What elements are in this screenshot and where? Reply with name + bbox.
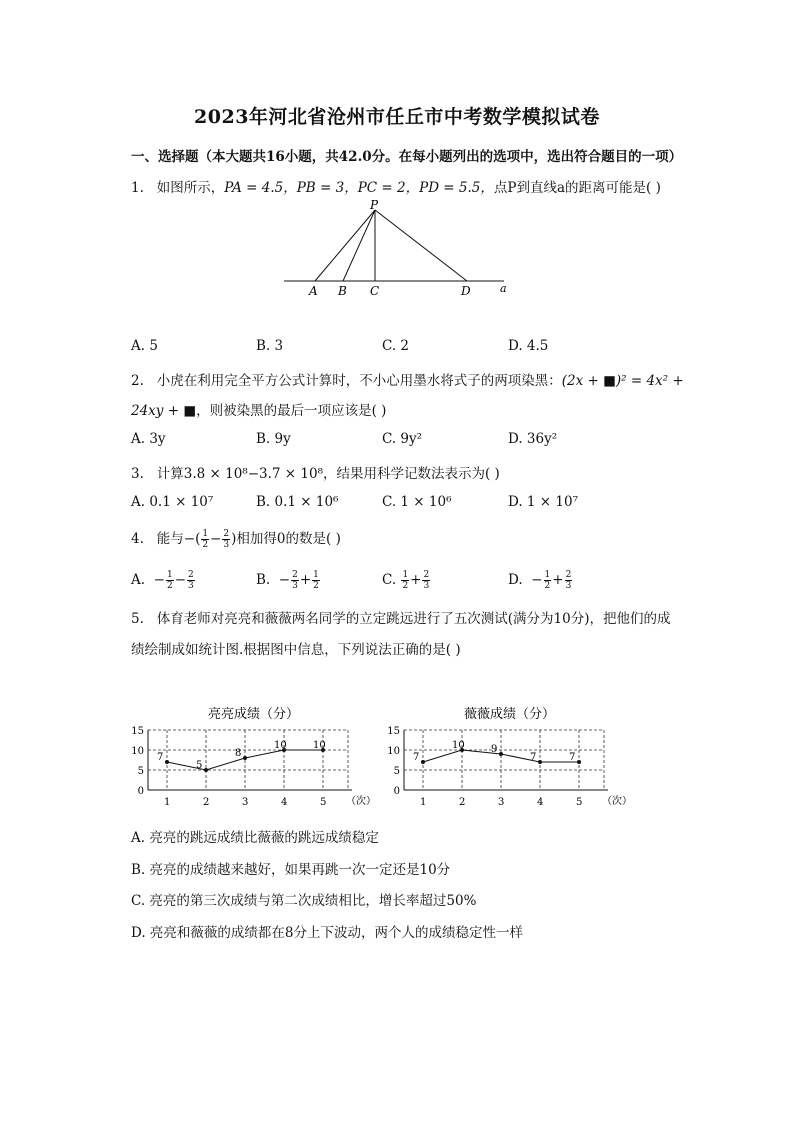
x-tick-label: 2	[459, 797, 466, 808]
q4-option-a: A. − $\frac{1}{2}$ − $\frac{2}{3}$	[131, 570, 194, 591]
q2-line2-equation: 24xy + ■	[131, 403, 197, 419]
q1-text-a: 如图所示，	[156, 180, 225, 196]
label-A: A	[309, 284, 318, 298]
label-D: D	[461, 284, 471, 298]
q4-text-a: 能与	[156, 531, 184, 547]
fraction: $\frac{1}{2}$	[202, 529, 209, 550]
q1-text-b: 点P到直线a的距离可能是( )	[493, 180, 661, 196]
q5-option-a: A. 亮亮的跳远成绩比薇薇的跳远成绩稳定	[131, 830, 379, 846]
data-point	[577, 760, 581, 764]
x-tick-label: 1	[420, 797, 427, 808]
q4-text-b: 相加得0的数是( )	[236, 531, 341, 547]
x-tick-label: 4	[281, 797, 288, 808]
y-tick-label: 10	[387, 746, 400, 757]
q2-option-a: A. 3y	[131, 431, 166, 447]
data-label: 10	[274, 740, 287, 751]
y-tick-label: 10	[131, 746, 144, 757]
data-point	[204, 768, 208, 772]
y-tick-label: 0	[393, 786, 400, 797]
q5-option-d: D. 亮亮和薇薇的成绩都在8分上下波动，两个人的成绩稳定性一样	[131, 925, 524, 941]
q3-number: 3.	[131, 466, 144, 482]
x-tick-label: 3	[242, 797, 249, 808]
x-axis-label: （次）	[346, 796, 376, 807]
section-heading: 一、选择题（本大题共16小题，共42.0分。在每小题列出的选项中，选出符合题目的一项）	[131, 149, 683, 165]
data-label: 8	[235, 748, 242, 759]
q2-option-c: C. 9y²	[382, 431, 423, 447]
x-tick-label: 3	[498, 797, 505, 808]
q4-number: 4.	[131, 531, 144, 547]
question-1	[131, 176, 661, 196]
label-B: B	[338, 284, 347, 298]
page-title: 2023年河北省沧州市任丘市中考数学模拟试卷	[194, 106, 600, 128]
q5-line2: 绩绘制成如统计图.根据图中信息，下列说法正确的是( )	[131, 642, 461, 658]
q5-number: 5.	[131, 611, 144, 627]
x-tick-label: 1	[164, 797, 171, 808]
q1-option-c: C. 2	[382, 338, 410, 354]
data-label: 10	[313, 740, 326, 751]
y-tick-label: 15	[387, 726, 400, 737]
fraction: $\frac{2}{3}$	[223, 529, 230, 550]
data-label: 5	[196, 760, 203, 771]
q2-option-b: B. 9y	[256, 431, 291, 447]
question-3	[131, 462, 500, 482]
data-label: 7	[413, 752, 420, 763]
y-tick-label: 5	[393, 766, 400, 777]
q1-figure	[280, 196, 520, 302]
x-tick-label: 5	[576, 797, 583, 808]
data-point	[243, 756, 247, 760]
data-label: 7	[530, 752, 537, 763]
question-4: 4. 能与−( $\frac{1}{2}$ − $\frac{2}{3}$ )相加得0的数是( )	[131, 529, 341, 550]
data-point	[499, 752, 503, 756]
q1-number: 1.	[131, 180, 144, 196]
q5-option-c: C. 亮亮的第三次成绩与第二次成绩相比，增长率超过50%	[131, 893, 477, 909]
chart-liangliang	[128, 700, 378, 812]
q4-option-c: C. $\frac{1}{2}$ + $\frac{2}{3}$	[382, 570, 430, 591]
data-point	[538, 760, 542, 764]
data-label: 7	[569, 752, 576, 763]
q4-option-b: B. − $\frac{2}{3}$ + $\frac{1}{2}$	[256, 570, 319, 591]
q1-equation: PA = 4.5，PB = 3，PC = 2，PD = 5.5，	[224, 180, 494, 196]
q3-option-b: B. 0.1 × 10⁶	[256, 494, 339, 510]
data-point	[421, 760, 425, 764]
q1-option-a: A. 5	[131, 338, 158, 354]
question-2	[131, 369, 684, 389]
q1-option-d: D. 4.5	[508, 338, 549, 354]
q2-line1: 小虎在利用完全平方公式计算时，不小心用墨水将式子的两项染黑：	[156, 373, 562, 389]
y-tick-label: 0	[137, 786, 144, 797]
q1-option-b: B. 3	[256, 338, 284, 354]
q3-option-c: C. 1 × 10⁶	[382, 494, 452, 510]
label-C: C	[370, 284, 380, 298]
chart-title: 薇薇成绩（分）	[464, 707, 556, 722]
y-tick-label: 15	[131, 726, 144, 737]
x-tick-label: 2	[203, 797, 210, 808]
q3-option-d: D. 1 × 10⁷	[508, 494, 578, 510]
question-5	[131, 607, 670, 627]
chart-weiwei	[384, 700, 634, 812]
q2-option-d: D. 36y²	[508, 431, 558, 447]
data-point	[165, 760, 169, 764]
data-label: 9	[491, 744, 498, 755]
data-label: 10	[452, 740, 465, 751]
question-2-line2	[131, 399, 386, 419]
x-axis-label: （次）	[602, 796, 632, 807]
x-tick-label: 5	[320, 797, 327, 808]
chart-title: 亮亮成绩（分）	[208, 707, 300, 722]
label-line-a: a	[500, 282, 507, 295]
q2-equation: (2x + ■)² = 4x² +	[561, 373, 684, 389]
q3-option-a: A. 0.1 × 10⁷	[131, 494, 214, 510]
q2-number: 2.	[131, 373, 144, 389]
q5-line1: 体育老师对亮亮和薇薇两名同学的立定跳远进行了五次测试(满分为10分)，把他们的成	[156, 611, 671, 627]
x-tick-label: 4	[537, 797, 544, 808]
label-P: P	[370, 198, 379, 212]
q4-option-d: D. − $\frac{1}{2}$ + $\frac{2}{3}$	[508, 570, 572, 591]
q2-line2-text: ，则被染黑的最后一项应该是( )	[196, 403, 387, 419]
q3-text: 计算3.8 × 10⁸−3.7 × 10⁸，结果用科学记数法表示为( )	[156, 466, 500, 482]
y-tick-label: 5	[137, 766, 144, 777]
data-label: 7	[157, 752, 164, 763]
q5-option-b: B. 亮亮的成绩越来越好，如果再跳一次一定还是10分	[131, 862, 451, 878]
